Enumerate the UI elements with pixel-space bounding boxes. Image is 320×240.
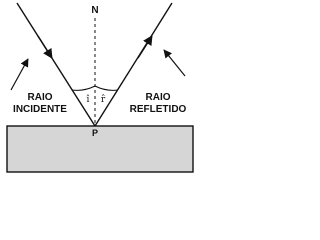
reflection-diagram [0,0,200,174]
reflection-angle-label: r̂ [100,95,106,105]
incident-label-line1: RAIO [27,92,53,103]
incidence-angle-arc [72,86,95,90]
reflecting-surface [7,126,193,172]
reflected-label-line1: RAIO [145,92,171,103]
reflected-label-line2: REFLETIDO [129,104,187,115]
diagram-canvas [0,0,200,174]
reflected-ray-arrow [138,36,152,58]
reflection-angle-arc [95,86,118,90]
reflected-pointer-arrow [164,50,185,76]
incident-ray-arrow [38,36,52,58]
incident-pointer-arrow [11,59,28,90]
normal-label: N [91,5,99,16]
incidence-angle-label: î [86,95,90,105]
incident-label-line2: INCIDENTE [13,104,67,115]
point-label: P [91,128,99,138]
